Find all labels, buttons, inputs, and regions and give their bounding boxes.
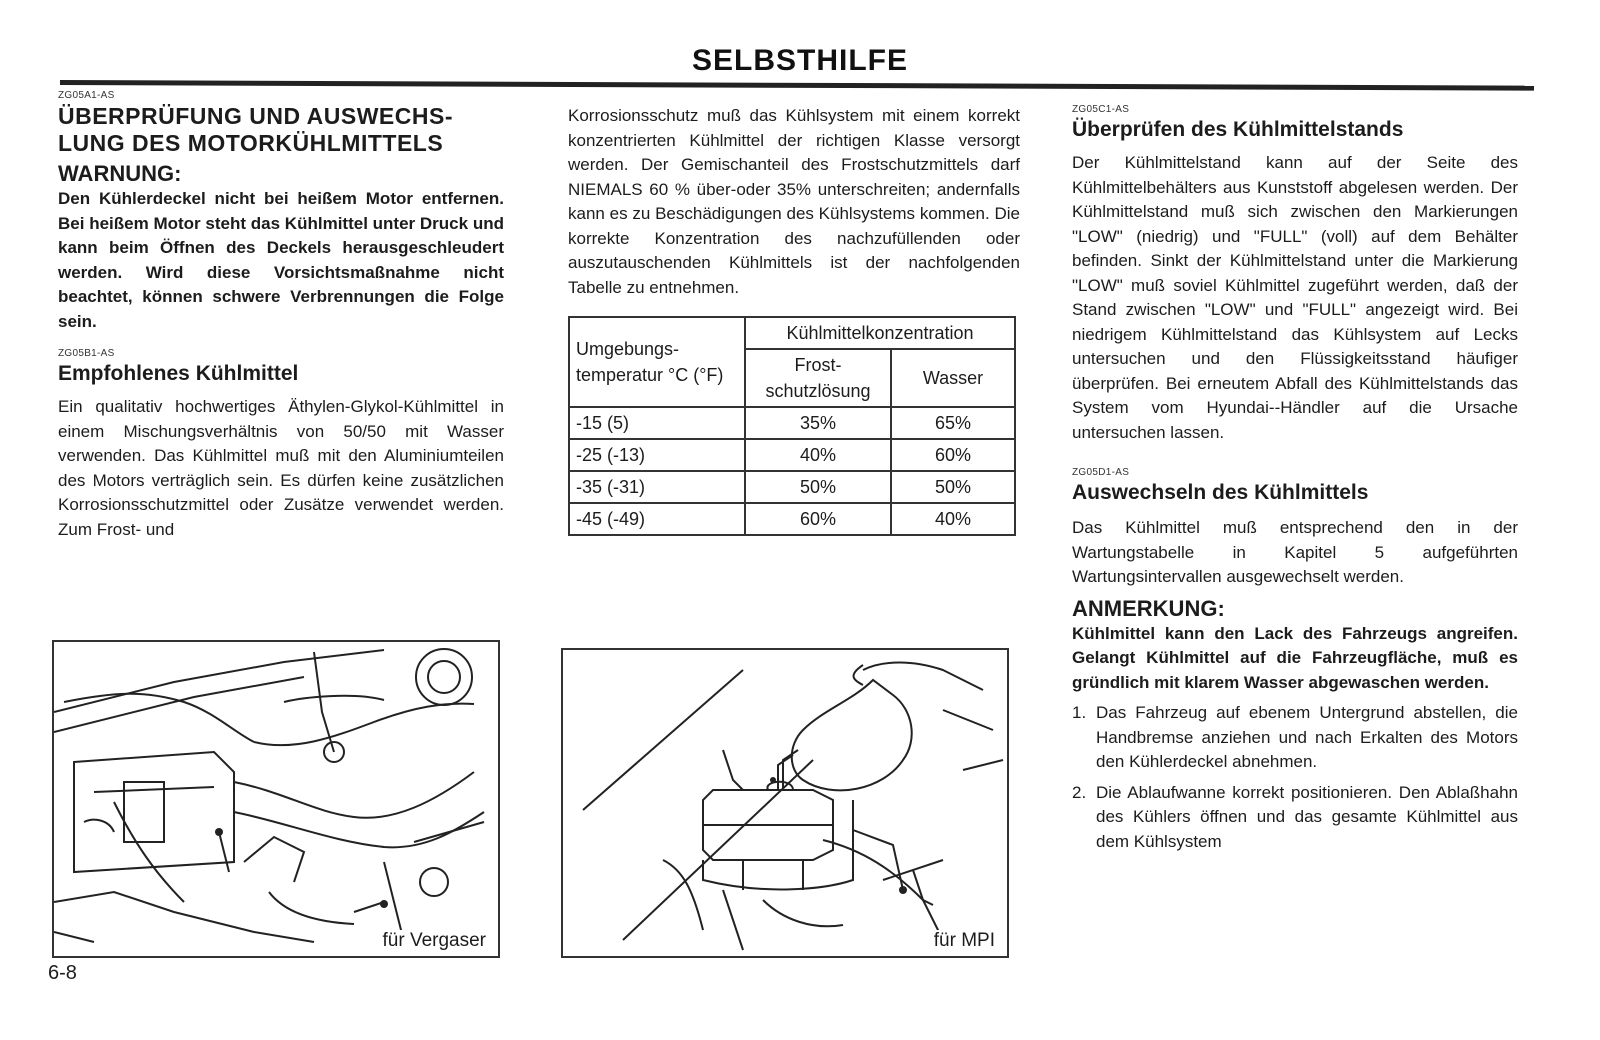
- right-column: [1072, 104, 1518, 854]
- figure-caption: für Vergaser: [382, 930, 486, 951]
- table-row: [569, 407, 1015, 439]
- list-item: [1072, 701, 1518, 775]
- table-cell-water: 65%: [891, 407, 1015, 439]
- figure-caption: für MPI: [933, 930, 995, 951]
- left-column: [58, 90, 504, 542]
- body-text: Korrosionsschutz muß das Kühlsystem mit einem korrekt konzentrierten Kühlmittel der richtigen Klasse versorgt werden. Der Gemischanteil des Frostschutzmittels darf NIEMALS 60 % über-oder 35% unterschreiten; andernfalls kann es zu Beschädigungen des Kühlsystems kommen. Die korrekte Konzentration des nachzufüllenden oder auszutauschenden Kühlmittels ist der nachfolgenden Tabelle zu entnehmen.: [568, 106, 1020, 297]
- section-code: ZG05A1-AS: [58, 90, 115, 101]
- page-number: 6-8: [48, 962, 77, 984]
- coolant-concentration-table: [568, 316, 1016, 536]
- table-header-concentration: Kühlmittelkonzentration: [745, 317, 1015, 349]
- coolant-reservoir-illustration: [561, 648, 1009, 958]
- body-text: Der Kühlmittelstand kann auf der Seite des Kühlmittelbehälters aus Kunststoff abgelesen werden. Der Kühlmittelstand muß sich zwischen den Markierungen "LOW" (niedrig) und "FULL" (voll) auf dem Behälter befinden. Sinkt der Kühlmittelstand unter die Markierung "LOW" muß soviel Kühlmittel zugeführt werden, daß der Stand zwischen "LOW" und "FULL" angezeigt wird. Bei niedrigem Kühlmittelstand das Kühlsystem auf Lecks untersuchen und den Flüssigkeitsstand häufiger überprüfen. Bei erneutem Abfall des Kühlmittelstands das System vom Hyundai--Händler auf die Ursache untersuchen lassen.: [1072, 153, 1518, 442]
- section-code: ZG05D1-AS: [1072, 467, 1130, 478]
- note-title: ANMERKUNG:: [1072, 595, 1225, 621]
- step-number: 1.: [1072, 703, 1087, 722]
- table-header-temperature: Umgebungs-temperatur °C (°F): [569, 317, 745, 407]
- section-code: ZG05B1-AS: [58, 348, 115, 359]
- table-cell-antifreeze: 40%: [745, 439, 891, 471]
- page-title: SELBSTHILFE: [691, 44, 908, 77]
- section-code: ZG05C1-AS: [1072, 104, 1130, 115]
- coolant-pouring-drawing: [563, 650, 1007, 956]
- table-cell-antifreeze: 35%: [745, 407, 891, 439]
- table-cell-water: 60%: [891, 439, 1015, 471]
- steps-list: [1072, 701, 1518, 854]
- table-cell-antifreeze: 50%: [745, 471, 891, 503]
- table-row: [569, 503, 1015, 535]
- table-cell-temperature: -25 (-13): [569, 439, 745, 471]
- subsection-heading: Empfohlenes Kühlmittel: [58, 362, 299, 385]
- step-text: Das Fahrzeug auf ebenem Untergrund abstellen, die Handbremse anziehen und nach Erkalten des Motors den Kühlerdeckel abnehmen.: [1096, 703, 1518, 771]
- subsection-heading: Auswechseln des Kühlmittels: [1072, 481, 1369, 504]
- note-text: Kühlmittel kann den Lack des Fahrzeugs angreifen. Gelangt Kühlmittel auf die Fahrzeugfläche, muß es gründlich mit klarem Wasser abgewaschen werden.: [1072, 623, 1518, 692]
- step-text: Die Ablaufwanne korrekt positionieren. Den Ablaßhahn des Kühlers öffnen und das gesamte Kühlmittel aus dem Kühlsystem: [1096, 782, 1518, 851]
- table-header-water: Wasser: [891, 349, 1015, 407]
- table-cell-antifreeze: 60%: [745, 503, 891, 535]
- step-number: 2.: [1072, 782, 1087, 802]
- table-cell-water: 50%: [891, 471, 1015, 503]
- table-header-antifreeze: Frost-schutzlösung: [745, 349, 891, 407]
- warning-text: Den Kühlerdeckel nicht bei heißem Motor entfernen. Bei heißem Motor steht das Kühlmittel unter Druck und kann beim Öffnen des Deckels herausgeschleudert werden. Wird diese Vorsichtsmaßnahme nicht beachtet, können schwere Verbrennungen die Folge sein.: [58, 189, 504, 331]
- warning-title: WARNUNG:: [58, 161, 182, 186]
- section-heading: ÜBERPRÜFUNG UND AUSWECHS-LUNG DES MOTORKÜHLMITTELS: [58, 103, 453, 156]
- table-cell-temperature: -45 (-49): [569, 503, 745, 535]
- engine-bay-illustration: [52, 640, 500, 958]
- table-cell-water: 40%: [891, 503, 1015, 535]
- body-text: Das Kühlmittel muß entsprechend den in der Wartungstabelle in Kapitel 5 aufgeführten Wartungsintervallen ausgewechselt werden.: [1072, 518, 1518, 586]
- body-text: Ein qualitativ hochwertiges Äthylen-Glykol-Kühlmittel in einem Mischungsverhältnis von 50/50 mit Wasser verwenden. Das Kühlmittel muß mit den Aluminiumteilen des Motors verträglich sein. Es dürfen keine zusätzlichen Korrosionsschutzmittel oder Zusätze verwendet werden. Zum Frost- und: [58, 397, 504, 539]
- middle-column: [568, 104, 1020, 536]
- engine-bay-drawing: [54, 642, 498, 956]
- list-item: [1072, 781, 1518, 855]
- subsection-heading: Überprüfen des Kühlmittelstands: [1072, 118, 1404, 141]
- table-cell-temperature: -15 (5): [569, 407, 745, 439]
- table-row: [569, 439, 1015, 471]
- table-row: [569, 471, 1015, 503]
- table-cell-temperature: -35 (-31): [569, 471, 745, 503]
